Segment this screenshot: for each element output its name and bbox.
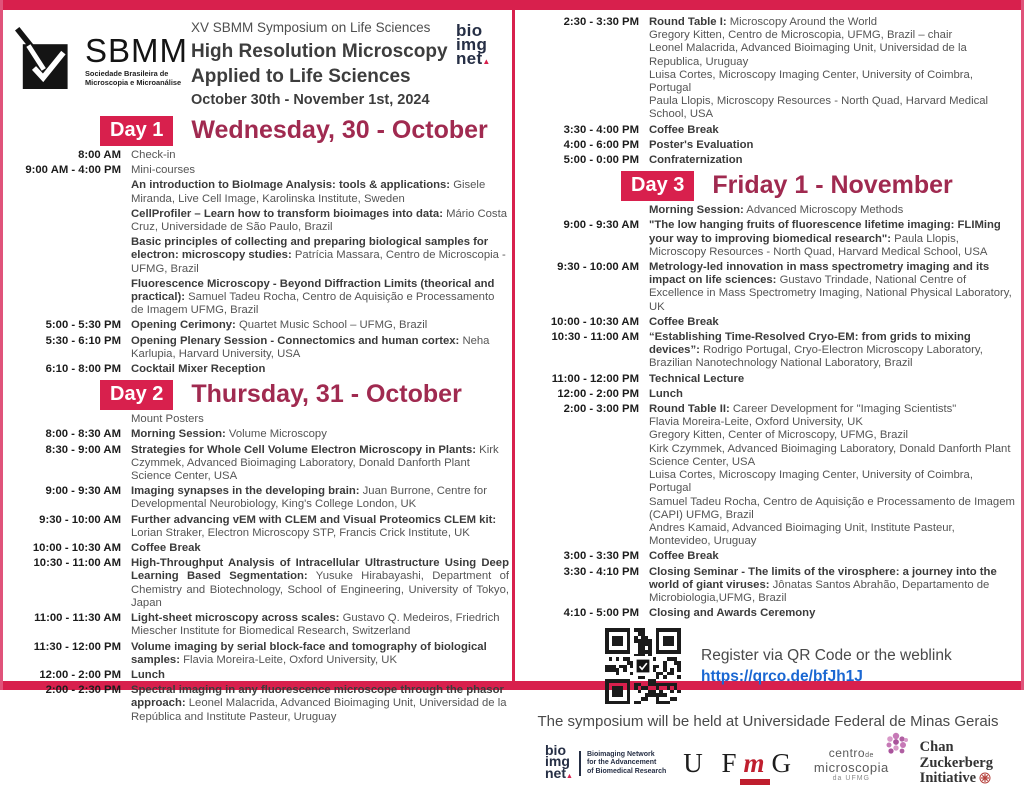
schedule-item — [9, 444, 509, 484]
schedule-item — [521, 124, 1018, 137]
bioimgnet-logo: bio img net▲ — [456, 21, 491, 68]
bioimgnet-triangle-icon: ▲ — [482, 57, 491, 66]
item-time: 3:30 - 4:00 PM — [563, 123, 639, 136]
sbmm-acronym: SBMM — [85, 32, 188, 69]
venue-line: The symposium will be held at Universidade Federal de Minas Gerais — [537, 713, 999, 731]
item-description: Lunch — [131, 668, 165, 681]
left-column — [3, 10, 512, 723]
item-time: 4:00 - 6:00 PM — [563, 138, 639, 151]
item-description: Poster's Evaluation — [649, 138, 754, 151]
item-time: 11:00 - 11:30 AM — [34, 612, 121, 625]
sbmm-subtitle-1: Sociedade Brasileira de — [85, 69, 169, 78]
qr-center-sbmm-icon — [633, 656, 653, 676]
day1-badge: Day 1 — [100, 116, 173, 146]
item-time: 9:00 - 9:30 AM — [45, 485, 121, 498]
item-time — [521, 204, 639, 217]
czi-logo: Chan Zuckerberg Initiative — [919, 739, 993, 787]
item-time: 2:00 - 3:00 PM — [563, 403, 639, 416]
schedule-item — [9, 236, 509, 276]
day1-title: Wednesday, 30 - October — [191, 116, 488, 144]
day1-header — [3, 114, 512, 147]
event-title-line-2: Applied to Life Sciences — [191, 66, 411, 87]
sponsor-logos-row — [515, 730, 1021, 787]
item-description: Technical Lecture — [649, 372, 745, 385]
item-time — [9, 208, 121, 234]
schedule-item — [521, 331, 1018, 371]
program-header — [3, 10, 512, 114]
item-time: 2:30 - 3:30 PM — [563, 16, 639, 28]
item-description: Morning Session: Advanced Microscopy Methods — [649, 204, 904, 217]
speaker-line: Luisa Cortes, Microscopy Imaging Center, University of Coimbra, Portugal — [649, 469, 973, 495]
schedule-item — [9, 363, 509, 376]
item-description: Metrology-led innovation in mass spectrometry imaging and its impact on life sciences: Gustavo Trindade, National Centre of Excellence in Mass Spectrometry Imaging, National Physical Laboratory, UK — [649, 261, 1012, 313]
item-description: Imaging synapses in the developing brain: Juan Burrone, Centre for Developmental Neurobiology, King's College London, UK — [131, 485, 487, 511]
schedule-item — [9, 319, 509, 332]
item-time: 8:30 - 9:00 AM — [45, 443, 121, 456]
symposium-name: XV SBMM Symposium on Life Sciences — [191, 20, 431, 35]
event-dates: October 30th - November 1st, 2024 — [191, 92, 430, 108]
speaker-line: Paula Llopis, Microscopy Resources - North Quad, Harvard Medical School, USA — [649, 95, 989, 121]
day3-title: Friday 1 - November — [712, 171, 953, 200]
item-description: Round Table II: Career Development for "Imaging Scientists" Flavia Moreira-Leite, Oxford University, UK Gregory Kitten, Center of Microscopy, UFMG, Brazil Kirk Czymmek, Advanced Bioimaging Laboratory, Donald Danforth Plant Science Center, USA Luisa Cortes, Microscopy Imaging Center, University of Coimbra, Portugal Samuel Tadeu Rocha, Centro de Aquisição e Processamento de Imagem (CAPI) UFMG, Brazil Andres Kamaid, Advanced Bioimaging Unit, Institute Pasteur, Montevideo, Uruguay — [649, 403, 1018, 548]
item-time: 9:30 - 10:00 AM — [557, 261, 639, 274]
schedule-item — [9, 335, 509, 361]
day3-badge: Day 3 — [621, 171, 694, 201]
registration-block — [605, 628, 1021, 704]
item-time: 10:30 - 11:00 AM — [33, 557, 121, 570]
speaker-line: Leonel Malacrida, Advanced Bioimaging Unit, Universidad de la Republica, Uruguay — [649, 42, 967, 68]
item-time: 2:00 - 2:30 PM — [45, 684, 121, 697]
item-description: Check-in — [131, 149, 176, 161]
right-column — [515, 10, 1021, 787]
schedule-item — [521, 139, 1018, 152]
schedule-item — [9, 413, 509, 426]
schedule-item — [9, 164, 509, 177]
item-description: Opening Cerimony: Quartet Music School – UFMG, Brazil — [131, 319, 428, 332]
item-description: Fluorescence Microscopy - Beyond Diffraction Limits (theorical and practical): Samuel Tadeu Rocha, Centro de Aquisição e Processamento de Imagem UFMG, Brazil — [131, 277, 495, 317]
ufmg-red-m: m — [743, 748, 771, 779]
item-description: Coffee Break — [649, 123, 719, 136]
schedule-item — [521, 403, 1018, 548]
sbmm-subtitle-2: Microscopia e Microanálise — [85, 78, 182, 87]
sbmm-logo — [13, 18, 191, 114]
schedule-item — [521, 154, 1018, 167]
item-description: An introduction to BioImage Analysis: tools & applications: Gisele Miranda, Live Cell Image, Karolinska Institute, Sweden — [131, 179, 486, 205]
item-time: 9:30 - 10:00 AM — [39, 513, 121, 526]
schedule-item — [521, 388, 1018, 401]
schedule-item — [521, 373, 1018, 386]
item-description: Coffee Break — [131, 542, 201, 555]
item-description: Basic principles of collecting and preparing biological samples for electron: microscopy studies: Patrícia Massara, Centro de Microscopia - UFMG, Brazil — [131, 236, 506, 275]
item-description: Opening Plenary Session - Connectomics and human cortex: Neha Karlupia, Harvard University, USA — [131, 334, 490, 360]
schedule-item — [521, 261, 1018, 314]
day1-schedule — [3, 147, 512, 376]
schedule-item — [9, 149, 509, 162]
top-border-bar — [0, 0, 1024, 10]
item-time: 12:00 - 2:00 PM — [557, 387, 639, 400]
item-time: 12:00 - 2:00 PM — [39, 668, 121, 681]
item-description: Round Table I: Microscopy Around the World Gregory Kitten, Centro de Microscopia, UFMG, Brazil – chair Leonel Malacrida, Advanced Bioimaging Unit, Universidad de la Republica, Uruguay Luisa Cortes, Microscopy Imaging Center, University of Coimbra, Portugal Paula Llopis, Microscopy Resources - North Quad, Harvard Medical School, USA — [649, 16, 1018, 122]
day2-header — [3, 378, 512, 411]
schedule-item — [9, 542, 509, 555]
item-time — [9, 278, 121, 318]
speaker-line: Kirk Czymmek, Advanced Bioimaging Laboratory, Donald Danforth Plant Science Center, USA — [649, 442, 1011, 468]
bioimgnet-footer-logo: bio img net▲ Bioimaging Network for the Advancement of Biomedical Research — [545, 741, 667, 781]
item-description: High-Throughput Analysis of Intracellular Ultrastructure Using Deep Learning Based Segmentation: Yusuke Hirabayashi, Department of Chemistry and Biotechnology, School of Engineering, University of Tokyo, Japan — [131, 557, 510, 609]
event-title-line-1: High Resolution Microscopy — [191, 41, 448, 62]
item-time: 6:10 - 8:00 PM — [45, 363, 121, 376]
item-description: Mini-courses — [131, 164, 196, 177]
schedule-item — [9, 428, 509, 441]
schedule-item — [521, 607, 1018, 620]
schedule-item — [9, 684, 509, 724]
item-time — [9, 179, 121, 205]
microscopia-cluster-icon — [881, 730, 911, 758]
item-time: 8:00 AM — [78, 149, 121, 161]
schedule-item — [521, 16, 1018, 122]
item-time: 9:00 - 9:30 AM — [563, 219, 639, 232]
speaker-line: Luisa Cortes, Microscopy Imaging Center, University of Coimbra, Portugal — [649, 68, 973, 95]
item-description: Spectral imaging in any fluorescence microscope through the phasor approach: Leonel Malacrida, Advanced Bioimaging Unit, Universidad de la República and Institute Pasteur, Uruguay — [131, 684, 507, 723]
ufmg-logo: U FmG — [683, 748, 797, 779]
item-time — [9, 236, 121, 276]
day2-badge: Day 2 — [100, 380, 173, 410]
item-time: 5:30 - 6:10 PM — [45, 334, 121, 347]
qr-code — [605, 628, 681, 704]
schedule-item — [9, 514, 509, 540]
item-time: 4:10 - 5:00 PM — [563, 607, 639, 620]
item-description: Confraternization — [649, 154, 743, 167]
item-description: Strategies for Whole Cell Volume Electron Microscopy in Plants: Kirk Czymmek, Advanced Bioimaging Laboratory, Donald Danforth Plant Science Center, USA — [131, 443, 499, 483]
schedule-item — [9, 557, 509, 610]
day2-title: Thursday, 31 - October — [191, 380, 462, 409]
speaker-line: Gregory Kitten, Center of Microscopy, UFMG, Brazil — [649, 429, 909, 442]
day2-continued-schedule — [515, 10, 1021, 167]
item-time: 11:30 - 12:00 PM — [33, 640, 121, 653]
day3-schedule — [515, 202, 1021, 620]
item-description: “Establishing Time-Resolved Cryo-EM: from grids to mixing devices”: Rodrigo Portugal, Cryo-Electron Microscopy Laboratory, Brazilian Nanotechnology National Laboratory, Brazil — [649, 331, 983, 370]
item-time: 5:00 - 5:30 PM — [45, 319, 121, 332]
item-description: "The low hanging fruits of fluorescence lifetime imaging: FLIMing your way to improving biomedical research": Paula Llopis, Microscopy Resources - North Quad, Harvard Medical School, USA — [649, 219, 1001, 258]
item-time: 3:30 - 4:10 PM — [563, 565, 639, 578]
speaker-line: Gregory Kitten, Centro de Microscopia, UFMG, Brazil – chair — [649, 29, 953, 42]
schedule-item — [9, 179, 509, 205]
bioimgnet-triangle-icon: ▲ — [566, 772, 573, 780]
schedule-item — [9, 612, 509, 638]
schedule-item — [521, 550, 1018, 563]
item-time — [9, 413, 121, 426]
registration-link[interactable]: https://qrco.de/bfJh1J — [701, 667, 863, 685]
day2-schedule — [3, 411, 512, 723]
item-description: Coffee Break — [649, 550, 719, 563]
schedule-item — [9, 669, 509, 682]
schedule-item — [9, 208, 509, 234]
item-description: Mount Posters — [131, 413, 204, 426]
item-time: 9:00 AM - 4:00 PM — [25, 164, 121, 177]
day3-header — [515, 169, 1021, 202]
item-time: 10:00 - 10:30 AM — [550, 315, 639, 328]
item-time: 10:30 - 11:00 AM — [551, 331, 639, 344]
schedule-item — [9, 641, 509, 667]
schedule-item — [521, 204, 1018, 217]
item-time: 3:00 - 3:30 PM — [563, 550, 639, 563]
item-time: 10:00 - 10:30 AM — [32, 542, 121, 555]
schedule-item — [521, 316, 1018, 329]
item-time: 11:00 - 12:00 PM — [551, 372, 639, 385]
item-description: Morning Session: Volume Microscopy — [131, 428, 327, 441]
schedule-item — [9, 485, 509, 511]
speaker-line: Samuel Tadeu Rocha, Centro de Aquisição e Processamento de Imagem (CAPI) UFMG, Brazil — [649, 495, 1015, 521]
schedule-item — [9, 278, 509, 318]
item-time: 5:00 - 0:00 PM — [563, 154, 639, 167]
item-description: CellProfiler – Learn how to transform bioimages into data: Mário Costa Cruz, Universidade de São Paulo, Brazil — [131, 207, 508, 234]
speaker-line: Flavia Moreira-Leite, Oxford University, UK — [649, 416, 863, 429]
sbmm-checkmark-icon — [13, 24, 83, 98]
schedule-item — [521, 219, 1018, 259]
czi-flower-icon — [979, 772, 991, 784]
centro-microscopia-logo: centrode microscopia da UFMG — [814, 746, 903, 782]
item-description: Closing Seminar - The limits of the virosphere: a journey into the world of giant viruses: Jônatas Santos Abrahão, Departamento de Microbiologia,UFMG, Brazil — [649, 565, 997, 604]
item-description: Lunch — [649, 387, 683, 400]
item-description: Coffee Break — [649, 315, 719, 328]
item-description: Further advancing vEM with CLEM and Visual Proteomics CLEM kit: Lorian Straker, Electron Microscopy STP, Francis Crick Institute, UK — [131, 513, 497, 539]
item-description: Closing and Awards Ceremony — [649, 607, 816, 620]
schedule-item — [521, 566, 1018, 606]
item-time: 8:00 - 8:30 AM — [45, 428, 121, 441]
item-description: Light-sheet microscopy across scales: Gustavo Q. Medeiros, Friedrich Miescher Institute for Biomedical Research, Switzerland — [131, 612, 500, 638]
item-description: Volume imaging by serial block-face and tomography of biological samples: Flavia Moreira-Leite, Oxford University, UK — [131, 640, 487, 666]
speaker-line: Andres Kamaid, Advanced Bioimaging Unit, Institute Pasteur, Montevideo, Uruguay — [649, 521, 955, 548]
item-description: Cocktail Mixer Reception — [131, 363, 266, 376]
register-instruction: Register via QR Code or the weblink — [701, 646, 952, 664]
